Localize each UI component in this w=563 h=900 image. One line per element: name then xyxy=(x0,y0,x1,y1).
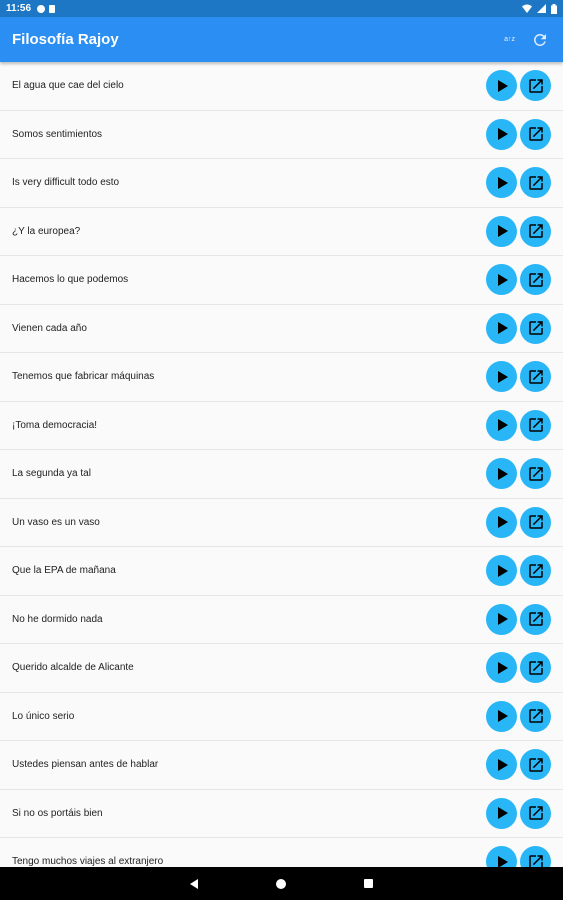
play-icon xyxy=(495,467,509,481)
play-icon xyxy=(495,661,509,675)
share-button[interactable] xyxy=(520,798,551,829)
share-icon xyxy=(527,562,545,580)
back-icon[interactable] xyxy=(190,879,198,889)
play-icon xyxy=(495,418,509,432)
list-item[interactable] xyxy=(0,111,563,160)
battery-icon xyxy=(551,4,557,14)
status-bar xyxy=(0,0,563,17)
app-bar xyxy=(0,17,563,62)
share-icon xyxy=(527,756,545,774)
play-icon xyxy=(495,515,509,529)
list-item-label: Vienen cada año xyxy=(12,322,87,334)
play-button[interactable] xyxy=(486,361,517,392)
signal-icon xyxy=(537,4,546,13)
play-icon xyxy=(495,806,509,820)
play-button[interactable] xyxy=(486,749,517,780)
list-item-label: Somos sentimientos xyxy=(12,128,103,140)
list-item-label: Hacemos lo que podemos xyxy=(12,274,129,286)
list-item-label: El agua que cae del cielo xyxy=(12,80,124,92)
share-button[interactable] xyxy=(520,313,551,344)
list-item-label: Que la EPA de mañana xyxy=(12,565,116,577)
play-icon xyxy=(495,79,509,93)
list-item-label: Ustedes piensan antes de hablar xyxy=(12,759,159,771)
list-item[interactable] xyxy=(0,693,563,742)
list-item-label: Tengo muchos viajes al extranjero xyxy=(12,856,164,867)
play-button[interactable] xyxy=(486,555,517,586)
share-icon xyxy=(527,707,545,725)
share-button[interactable] xyxy=(520,604,551,635)
share-button[interactable] xyxy=(520,410,551,441)
list-item[interactable] xyxy=(0,402,563,451)
list-item-label: Lo único serio xyxy=(12,710,75,722)
play-icon xyxy=(495,176,509,190)
list-item[interactable] xyxy=(0,790,563,839)
play-button[interactable] xyxy=(486,846,517,867)
share-icon xyxy=(527,77,545,95)
sd-card-icon xyxy=(49,5,55,13)
play-icon xyxy=(495,709,509,723)
list-item[interactable] xyxy=(0,256,563,305)
play-button[interactable] xyxy=(486,167,517,198)
play-icon xyxy=(495,370,509,384)
list-item-label: Is very difficult todo esto xyxy=(12,177,120,189)
share-button[interactable] xyxy=(520,216,551,247)
share-button[interactable] xyxy=(520,167,551,198)
share-button[interactable] xyxy=(520,361,551,392)
list-item[interactable] xyxy=(0,838,563,867)
list-item-label: ¿Y la europea? xyxy=(12,225,81,237)
list-item-label: ¡Toma democracia! xyxy=(12,419,98,431)
share-icon xyxy=(527,610,545,628)
list-item[interactable] xyxy=(0,450,563,499)
share-icon xyxy=(527,465,545,483)
play-icon xyxy=(495,127,509,141)
list-item-label: Querido alcalde de Alicante xyxy=(12,662,134,674)
share-button[interactable] xyxy=(520,507,551,538)
play-button[interactable] xyxy=(486,507,517,538)
play-button[interactable] xyxy=(486,652,517,683)
wifi-icon xyxy=(522,4,532,13)
sort-indicator[interactable]: a↑z xyxy=(504,36,515,43)
list-item[interactable] xyxy=(0,741,563,790)
phrase-list xyxy=(0,62,563,867)
share-button[interactable] xyxy=(520,652,551,683)
play-button[interactable] xyxy=(486,458,517,489)
status-time: 11:56 xyxy=(6,3,32,14)
share-icon xyxy=(527,271,545,289)
list-item[interactable] xyxy=(0,62,563,111)
list-item[interactable] xyxy=(0,596,563,645)
list-item[interactable] xyxy=(0,547,563,596)
share-icon xyxy=(527,416,545,434)
share-icon xyxy=(527,804,545,822)
share-icon xyxy=(527,853,545,867)
share-icon xyxy=(527,513,545,531)
play-icon xyxy=(495,321,509,335)
share-button[interactable] xyxy=(520,846,551,867)
play-icon xyxy=(495,612,509,626)
play-icon xyxy=(495,855,509,867)
share-button[interactable] xyxy=(520,458,551,489)
list-item[interactable] xyxy=(0,305,563,354)
play-button[interactable] xyxy=(486,798,517,829)
app-title: Filosofía Rajoy xyxy=(12,31,119,48)
list-item-label: No he dormido nada xyxy=(12,613,103,625)
play-icon xyxy=(495,273,509,287)
share-icon xyxy=(527,319,545,337)
notification-icon xyxy=(37,5,45,13)
list-item[interactable] xyxy=(0,208,563,257)
share-button[interactable] xyxy=(520,264,551,295)
play-button[interactable] xyxy=(486,216,517,247)
play-icon xyxy=(495,758,509,772)
list-item-label: La segunda ya tal xyxy=(12,468,91,480)
share-icon xyxy=(527,174,545,192)
list-item-label: Tenemos que fabricar máquinas xyxy=(12,371,155,383)
share-icon xyxy=(527,222,545,240)
play-icon xyxy=(495,564,509,578)
share-button[interactable] xyxy=(520,70,551,101)
list-item[interactable] xyxy=(0,499,563,548)
share-button[interactable] xyxy=(520,701,551,732)
list-item[interactable] xyxy=(0,644,563,693)
list-item[interactable] xyxy=(0,159,563,208)
share-icon xyxy=(527,368,545,386)
play-icon xyxy=(495,224,509,238)
home-icon[interactable] xyxy=(276,879,286,889)
refresh-icon[interactable] xyxy=(529,29,551,51)
play-button[interactable] xyxy=(486,119,517,150)
share-button[interactable] xyxy=(520,119,551,150)
share-button[interactable] xyxy=(520,555,551,586)
share-icon xyxy=(527,659,545,677)
share-button[interactable] xyxy=(520,749,551,780)
play-button[interactable] xyxy=(486,701,517,732)
play-button[interactable] xyxy=(486,313,517,344)
share-icon xyxy=(527,125,545,143)
play-button[interactable] xyxy=(486,264,517,295)
play-button[interactable] xyxy=(486,604,517,635)
list-item-label: Un vaso es un vaso xyxy=(12,516,100,528)
recents-icon[interactable] xyxy=(364,879,373,888)
play-button[interactable] xyxy=(486,410,517,441)
play-button[interactable] xyxy=(486,70,517,101)
list-item[interactable] xyxy=(0,353,563,402)
list-item-label: Si no os portáis bien xyxy=(12,807,103,819)
navigation-bar xyxy=(0,867,563,900)
